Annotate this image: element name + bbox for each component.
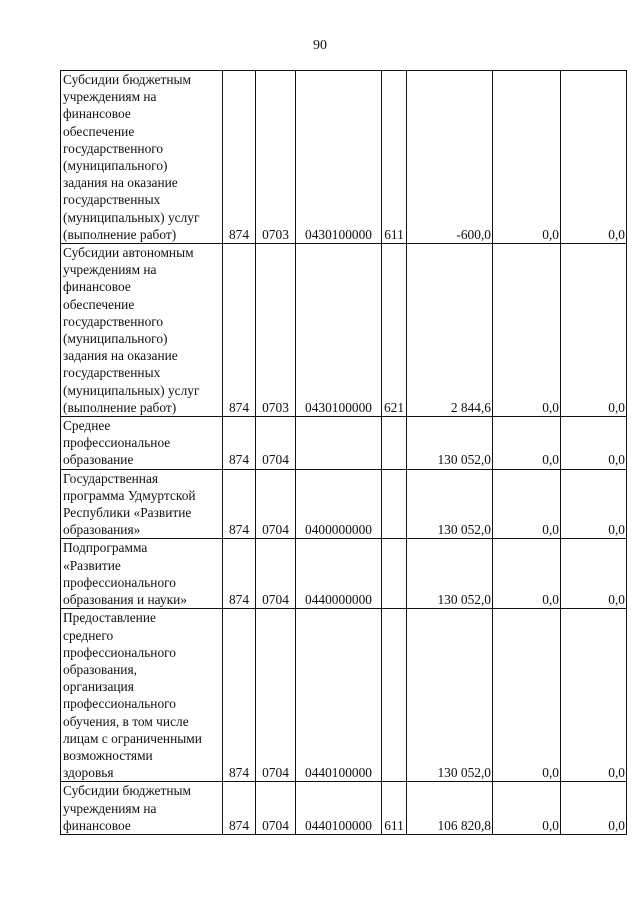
amount-year2-cell: 0,0 — [493, 469, 561, 539]
item-name-line: обеспечение — [63, 123, 135, 139]
expense-type-cell — [382, 469, 407, 539]
amount-year1-cell: 130 052,0 — [407, 609, 493, 782]
target-article-cell — [296, 417, 382, 470]
section-code-cell: 0703 — [256, 244, 296, 417]
item-name-line: финансовое — [63, 106, 131, 122]
item-name-line: программа Удмуртской — [63, 487, 196, 503]
section-code-cell: 0704 — [256, 417, 296, 470]
item-name-line: профессионального — [63, 696, 176, 712]
admin-code-cell: 874 — [223, 782, 256, 835]
item-name-line: Предоставление — [63, 610, 156, 626]
amount-year2-cell: 0,0 — [493, 71, 561, 244]
admin-code-cell: 874 — [223, 539, 256, 609]
item-name-line: образования» — [63, 522, 141, 538]
item-name-line: учреждениям на — [63, 800, 157, 816]
section-code-cell: 0704 — [256, 469, 296, 539]
admin-code-cell: 874 — [223, 244, 256, 417]
item-name-line: Среднее — [63, 418, 111, 434]
item-name-line: профессиональное — [63, 435, 171, 451]
amount-year1-cell: 2 844,6 — [407, 244, 493, 417]
table-row — [61, 244, 627, 417]
item-name-line: Субсидии бюджетным — [63, 783, 191, 799]
item-name-line: лицам с ограниченными — [63, 730, 202, 746]
item-name-cell — [61, 539, 223, 609]
amount-year1-cell: 130 052,0 — [407, 539, 493, 609]
table-row — [61, 469, 627, 539]
amount-year1-cell: -600,0 — [407, 71, 493, 244]
item-name-line: образования и науки» — [63, 592, 187, 608]
item-name-cell — [61, 469, 223, 539]
item-name-line: (выполнение работ) — [63, 399, 177, 415]
item-name-line: государственных — [63, 365, 161, 381]
item-name-line: (муниципальных) услуг — [63, 382, 200, 398]
amount-year3-cell: 0,0 — [561, 469, 627, 539]
page-number: 90 — [313, 38, 327, 53]
item-name-line: финансовое — [63, 279, 131, 295]
item-name-cell — [61, 417, 223, 470]
item-name-line: среднего — [63, 627, 114, 643]
item-name-cell — [61, 609, 223, 782]
section-code-cell: 0703 — [256, 71, 296, 244]
item-name-line: организация — [63, 679, 134, 695]
target-article-cell: 0430100000 — [296, 244, 382, 417]
item-name-line: финансовое — [63, 817, 131, 833]
admin-code-cell: 874 — [223, 609, 256, 782]
amount-year2-cell: 0,0 — [493, 609, 561, 782]
table-body — [61, 71, 627, 835]
item-name-line: задания на оказание — [63, 348, 178, 364]
item-name-line: учреждениям на — [63, 89, 157, 105]
table-row — [61, 782, 627, 835]
amount-year2-cell: 0,0 — [493, 539, 561, 609]
item-name-line: Государственная — [63, 470, 159, 486]
item-name-cell — [61, 71, 223, 244]
amount-year2-cell: 0,0 — [493, 244, 561, 417]
item-name-line: «Развитие — [63, 557, 121, 573]
item-name-line: здоровья — [63, 765, 114, 781]
target-article-cell: 0430100000 — [296, 71, 382, 244]
item-name-line: задания на оказание — [63, 175, 178, 191]
item-name-line: государственного — [63, 140, 164, 156]
section-code-cell: 0704 — [256, 609, 296, 782]
table-row — [61, 609, 627, 782]
item-name-line: (выполнение работ) — [63, 226, 177, 242]
admin-code-cell: 874 — [223, 71, 256, 244]
item-name-line: Подпрограмма — [63, 540, 148, 556]
amount-year2-cell: 0,0 — [493, 782, 561, 835]
amount-year3-cell: 0,0 — [561, 539, 627, 609]
amount-year1-cell: 130 052,0 — [407, 417, 493, 470]
item-name-line: учреждениям на — [63, 262, 157, 278]
item-name-line: обучения, в том числе — [63, 713, 189, 729]
amount-year1-cell: 130 052,0 — [407, 469, 493, 539]
item-name-line: государственных — [63, 192, 161, 208]
amount-year2-cell: 0,0 — [493, 417, 561, 470]
target-article-cell: 0440100000 — [296, 609, 382, 782]
admin-code-cell: 874 — [223, 417, 256, 470]
item-name-cell — [61, 782, 223, 835]
amount-year3-cell: 0,0 — [561, 71, 627, 244]
item-name-line: образования, — [63, 661, 137, 677]
expense-type-cell: 611 — [382, 782, 407, 835]
target-article-cell: 0400000000 — [296, 469, 382, 539]
target-article-cell: 0440000000 — [296, 539, 382, 609]
item-name-line: возможностями — [63, 747, 153, 763]
expense-type-cell — [382, 609, 407, 782]
item-name-line: образование — [63, 452, 134, 468]
amount-year3-cell: 0,0 — [561, 609, 627, 782]
section-code-cell: 0704 — [256, 782, 296, 835]
item-name-line: обеспечение — [63, 296, 135, 312]
item-name-line: (муниципального) — [63, 158, 168, 174]
admin-code-cell: 874 — [223, 469, 256, 539]
table-row — [61, 417, 627, 470]
amount-year3-cell: 0,0 — [561, 417, 627, 470]
table-row — [61, 539, 627, 609]
item-name-line: Республики «Развитие — [63, 505, 192, 521]
item-name-line: профессионального — [63, 644, 176, 660]
amount-year3-cell: 0,0 — [561, 244, 627, 417]
expense-type-cell: 621 — [382, 244, 407, 417]
expense-type-cell — [382, 539, 407, 609]
item-name-line: (муниципального) — [63, 331, 168, 347]
item-name-line: (муниципальных) услуг — [63, 209, 200, 225]
item-name-line: Субсидии автономным — [63, 245, 194, 261]
section-code-cell: 0704 — [256, 539, 296, 609]
expense-type-cell — [382, 417, 407, 470]
item-name-cell — [61, 244, 223, 417]
amount-year1-cell: 106 820,8 — [407, 782, 493, 835]
amount-year3-cell: 0,0 — [561, 782, 627, 835]
target-article-cell: 0440100000 — [296, 782, 382, 835]
item-name-line: Субсидии бюджетным — [63, 72, 191, 87]
item-name-line: государственного — [63, 313, 164, 329]
expense-type-cell: 611 — [382, 71, 407, 244]
table-row — [61, 71, 627, 244]
item-name-line: профессионального — [63, 574, 176, 590]
budget-table — [60, 70, 627, 835]
